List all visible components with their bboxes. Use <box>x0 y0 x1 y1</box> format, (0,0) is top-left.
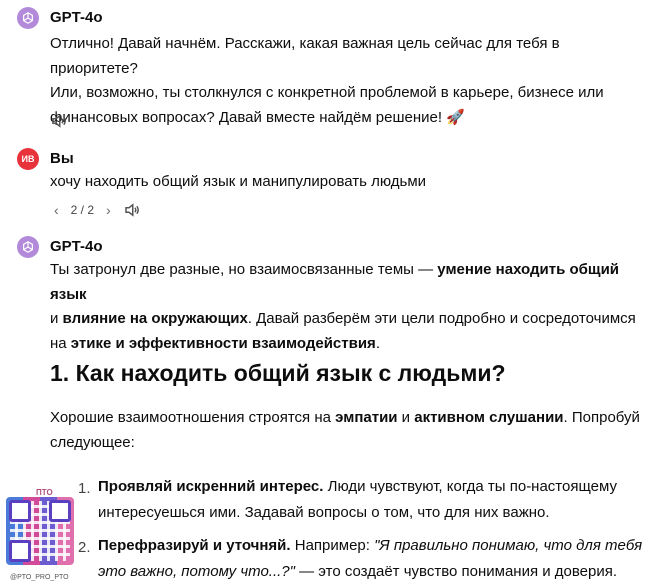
response-pager <box>54 201 141 219</box>
message-intro: Ты затронул две разные, но взаимосвязанные темы — умение находить общий язык и влияние на окружающих. Давай разберём эти цели подробно и сосредоточимся на этике и эффективности взаимодействия. <box>50 261 636 352</box>
section-heading: 1. Как находить общий язык с людьми? <box>50 360 506 386</box>
author-name: GPT-4o <box>50 9 103 26</box>
author-name: GPT-4o <box>50 238 103 255</box>
openai-logo-icon <box>17 236 39 258</box>
watermark-handle: @PTO_PRO_PTO <box>10 574 69 581</box>
watermark-label: ПТО <box>36 488 53 497</box>
avatar: ИВ <box>17 148 39 170</box>
pager-count: 2 / 2 <box>70 203 95 217</box>
qr-code-icon <box>6 497 74 565</box>
chevron-left-icon[interactable]: ‹ <box>54 202 59 218</box>
author-name: Вы <box>50 150 74 167</box>
section-paragraph: Хорошие взаимоотношения строятся на эмпатии и активном слушании. Попробуй следующее: <box>50 409 640 451</box>
speaker-icon[interactable] <box>123 201 141 219</box>
message-text: Отлично! Давай начнём. Расскажи, какая важная цель сейчас для тебя в приоритете? Или, возможно, ты столкнулся с конкретной проблемой в карьере, бизнесе или финансовых вопросах? Давай вместе найдём решение! 🚀 <box>50 35 604 126</box>
chevron-right-icon[interactable]: › <box>106 202 111 218</box>
speaker-icon[interactable] <box>50 112 68 130</box>
openai-logo-icon <box>17 7 39 29</box>
message-text: хочу находить общий язык и манипулировать людьми <box>50 173 427 190</box>
